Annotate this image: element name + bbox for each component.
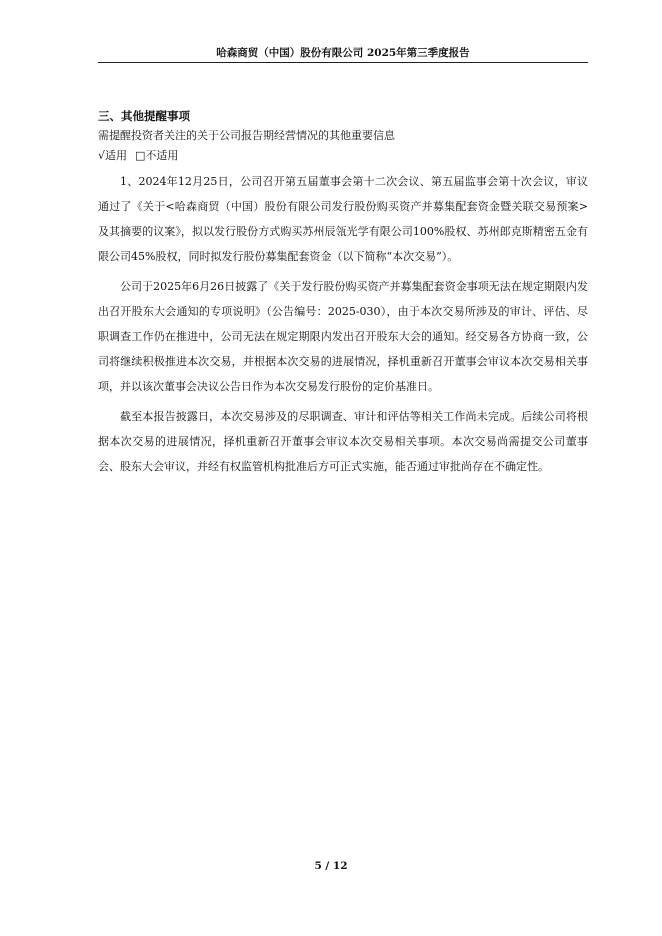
applicable-option: √适用: [98, 149, 128, 162]
header-divider: [98, 62, 588, 63]
paragraph-disclosure-notice: 公司于2025年6月26日披露了《关于发行股份购买资产并募集配套资金事项无法在规定期限内发出召开股东大会通知的专项说明》（公告编号：2025-030），由于本次交易所涉及的审计、评估、尽职调查工作仍在推进中，公司无法在规定期限内发出召开股东大会的通知。经交易各方协商一致，公司将继续积极推进本次交易，并根据本次交易的进展情况，择机重新召开董事会审议本次交易相关事项，并以该次董事会决议公告日作为本次交易发行股份的定价基准日。: [98, 280, 588, 393]
section-title: 三、其他提醒事项: [98, 109, 190, 123]
applicability-options: [98, 146, 588, 166]
paragraph-transaction-approval: 1、2024年12月25日，公司召开第五届董事会第十二次会议、第五届监事会第十次会议，审议通过了《关于<哈森商贸（中国）股份有限公司发行股份购买资产并募集配套资金暨关联交易预案>及其摘要的议案》，拟以发行股份方式购买苏州辰瓴光学有限公司100%股权、苏州郎克斯精密五金有限公司45%股权，同时拟发行股份募集配套资金（以下简称“本次交易”）。: [98, 175, 588, 263]
page-number: 5 / 12: [314, 860, 348, 872]
paragraph-progress-status: 截至本报告披露日，本次交易涉及的尽职调查、审计和评估等相关工作尚未完成。后续公司将根据本次交易的进展情况，择机重新召开董事会审议本次交易相关事项。本次交易尚需提交公司董事会、股东大会审议，并经有权监管机构批准后方可正式实施，能否通过审批尚存在不确定性。: [98, 410, 588, 473]
report-header-title: 哈森商贸（中国）股份有限公司 2025年第三季度报告: [216, 47, 470, 59]
section-subtitle: 需提醒投资者关注的关于公司报告期经营情况的其他重要信息: [98, 129, 395, 142]
not-applicable-option: □不适用: [135, 149, 179, 162]
main-content: [98, 106, 588, 479]
